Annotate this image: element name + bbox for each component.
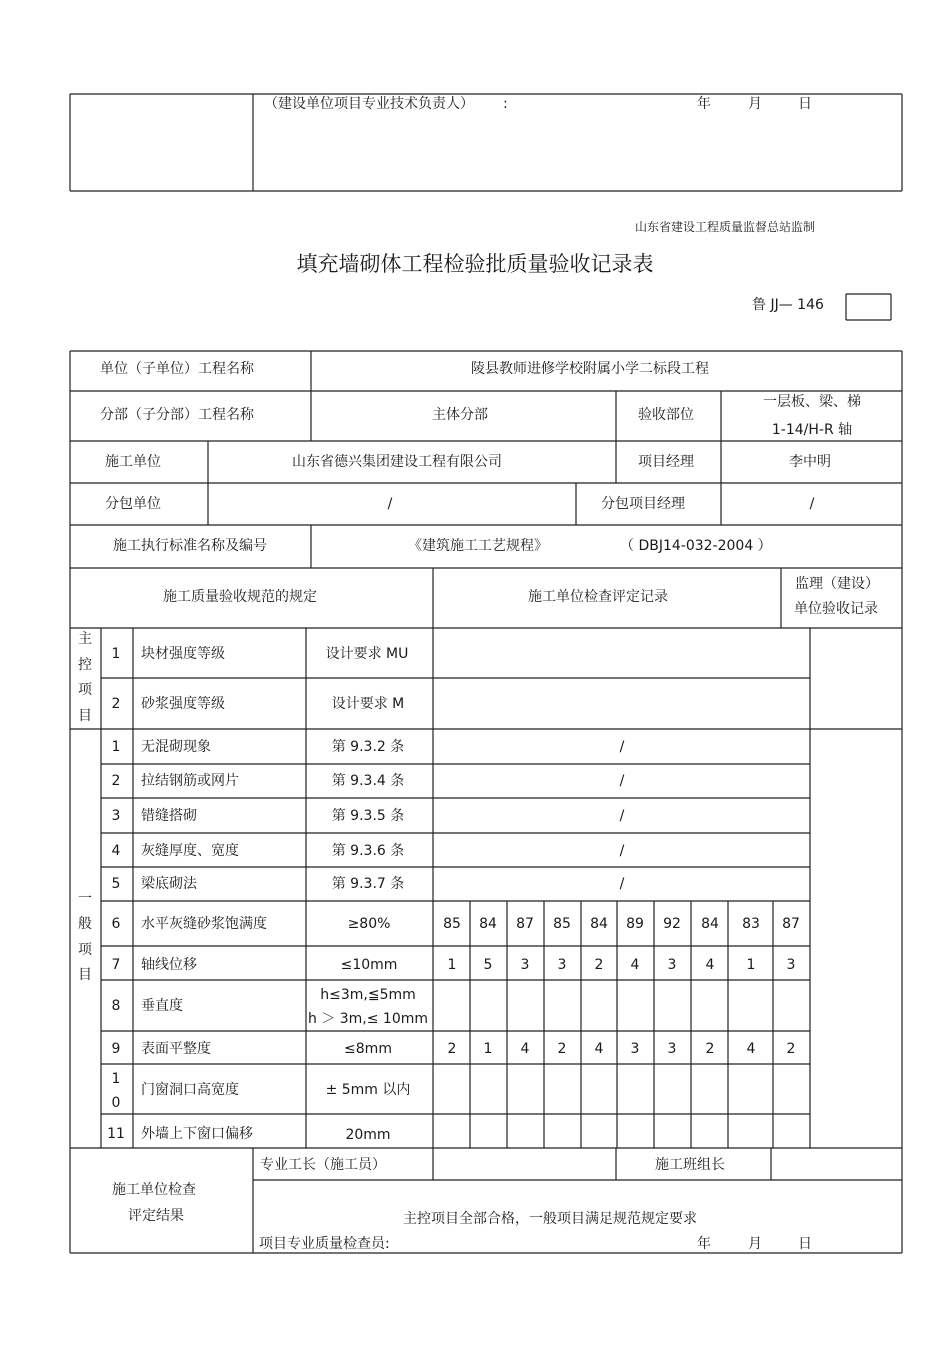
sub-pm-value: / [809, 496, 815, 512]
standard-code: （ DBJ14-032-2004 ） [620, 538, 772, 554]
measured-value: 84 [590, 916, 608, 932]
inspector-label: 项目专业质量检查员: [259, 1236, 390, 1252]
measured-value: 3 [667, 957, 677, 973]
item-result: / [619, 843, 625, 859]
item-no: 7 [111, 957, 121, 973]
footer-day-label: 日 [798, 1236, 812, 1252]
signer-colon: : [503, 96, 508, 112]
contractor-label: 施工单位 [105, 454, 161, 470]
sub-pm-label: 分包项目经理 [601, 496, 685, 512]
item-name: 灰缝厚度、宽度 [141, 843, 239, 859]
measured-value: 83 [742, 916, 760, 932]
measured-value: 1 [483, 1041, 493, 1057]
item-name: 拉结钢筋或网片 [141, 773, 239, 789]
item-name: 块材强度等级 [141, 646, 225, 662]
measured-value: 85 [553, 916, 571, 932]
item-name: 水平灰缝砂浆饱满度 [141, 916, 267, 932]
item-requirement: 第 9.3.4 条 [331, 773, 405, 789]
item-no: 5 [111, 876, 121, 892]
item-requirement-line1: h≤3m,≦5mm [320, 987, 416, 1003]
item-requirement-line2: h ＞ 3m,≤ 10mm [307, 1011, 429, 1027]
top-year-label: 年 [697, 96, 711, 112]
eval-label-line2: 评定结果 [128, 1208, 184, 1224]
item-name: 砂浆强度等级 [141, 696, 225, 712]
item-name: 垂直度 [141, 998, 183, 1014]
item-requirement: 设计要求 MU [325, 646, 409, 662]
item-name: 梁底砌法 [141, 876, 197, 892]
measured-value: 84 [479, 916, 497, 932]
supervisor-header-line1: 监理（建设） [795, 576, 879, 592]
measured-value: 3 [557, 957, 567, 973]
item-no-line1: 1 [111, 1071, 121, 1087]
measured-value: 4 [705, 957, 715, 973]
item-requirement: 第 9.3.2 条 [331, 739, 405, 755]
location-line2: 1-14/H-R 轴 [771, 422, 853, 438]
item-requirement: 第 9.3.6 条 [331, 843, 405, 859]
project-name-label: 单位（子单位）工程名称 [100, 361, 254, 377]
main-group-char: 控 [78, 657, 92, 673]
item-no: 4 [111, 843, 121, 859]
main-group-char: 项 [78, 682, 92, 698]
division-value: 主体分部 [432, 407, 488, 423]
item-no: 1 [111, 739, 121, 755]
general-group-char: 目 [78, 967, 92, 983]
item-name: 外墙上下窗口偏移 [141, 1126, 253, 1142]
item-requirement: ≤8mm [344, 1041, 392, 1057]
measured-value: 89 [626, 916, 644, 932]
general-group-char: 般 [78, 916, 92, 932]
location-line1: 一层板、梁、梯 [763, 394, 861, 410]
item-requirement: 第 9.3.5 条 [331, 808, 405, 824]
item-result: / [619, 739, 625, 755]
contractor-value: 山东省德兴集团建设工程有限公司 [292, 454, 502, 470]
item-requirement: 设计要求 M [331, 696, 405, 712]
issuer-text: 山东省建设工程质量监督总站监制 [635, 220, 816, 234]
item-requirement: 20mm [345, 1127, 391, 1143]
item-result: / [619, 773, 625, 789]
item-no-line2: 0 [111, 1095, 121, 1111]
measured-value: 2 [786, 1041, 796, 1057]
item-name: 错缝搭砌 [141, 808, 197, 824]
location-label: 验收部位 [638, 407, 694, 423]
item-requirement: ≤10mm [340, 957, 398, 973]
top-day-label: 日 [798, 96, 812, 112]
item-name: 门窗洞口高宽度 [141, 1082, 239, 1098]
measured-value: 2 [594, 957, 604, 973]
top-month-label: 月 [748, 96, 762, 112]
measured-value: 3 [667, 1041, 677, 1057]
footer-month-label: 月 [748, 1236, 762, 1252]
item-requirement: ± 5mm 以内 [325, 1082, 411, 1098]
division-label: 分部（子分部）工程名称 [100, 407, 254, 423]
item-no: 9 [111, 1041, 121, 1057]
measured-value: 4 [630, 957, 640, 973]
eval-label-line1: 施工单位检查 [112, 1182, 196, 1198]
foreman-label: 专业工长（施工员） [260, 1157, 386, 1173]
page-title: 填充墙砌体工程检验批质量验收记录表 [296, 252, 654, 276]
item-no: 2 [111, 696, 121, 712]
measured-value: 2 [705, 1041, 715, 1057]
standard-name: 《建筑施工工艺规程》 [408, 538, 548, 554]
item-requirement: ≥80% [347, 916, 391, 932]
measured-value: 3 [630, 1041, 640, 1057]
measured-value: 4 [746, 1041, 756, 1057]
item-no: 3 [111, 808, 121, 824]
signer-label: （建设单位项目专业技术负责人） [264, 96, 474, 112]
item-name: 表面平整度 [141, 1041, 211, 1057]
measured-value: 4 [520, 1041, 530, 1057]
general-group-char: 一 [78, 891, 92, 907]
sub-label: 分包单位 [105, 496, 161, 512]
measured-value: 87 [782, 916, 800, 932]
check-record-header: 施工单位检查评定记录 [528, 589, 668, 605]
standard-label: 施工执行标准名称及编号 [113, 538, 267, 554]
item-no: 2 [111, 773, 121, 789]
footer-year-label: 年 [697, 1236, 711, 1252]
item-result: / [619, 808, 625, 824]
measured-value: 2 [447, 1041, 457, 1057]
item-name: 轴线位移 [141, 957, 197, 973]
item-result: / [619, 876, 625, 892]
supervisor-header-line2: 单位验收记录 [794, 601, 878, 617]
pm-label: 项目经理 [638, 454, 694, 470]
pm-value: 李中明 [789, 454, 831, 470]
measured-value: 92 [663, 916, 681, 932]
project-name: 陵县教师进修学校附属小学二标段工程 [471, 361, 709, 377]
item-no: 6 [111, 916, 121, 932]
main-group-char: 主 [78, 631, 92, 647]
team-leader-label: 施工班组长 [655, 1157, 725, 1173]
measured-value: 5 [483, 957, 493, 973]
measured-value: 2 [557, 1041, 567, 1057]
measured-value: 84 [701, 916, 719, 932]
measured-value: 87 [516, 916, 534, 932]
form-code: 鲁 JJ— 146 [752, 297, 824, 313]
measured-value: 4 [594, 1041, 604, 1057]
measured-value: 1 [746, 957, 756, 973]
sub-value: / [387, 496, 393, 512]
item-name: 无混砌现象 [141, 739, 211, 755]
item-no: 1 [111, 646, 121, 662]
measured-value: 1 [447, 957, 457, 973]
main-group-char: 目 [78, 708, 92, 724]
measured-value: 3 [520, 957, 530, 973]
item-no: 11 [107, 1126, 125, 1142]
measured-value: 85 [443, 916, 461, 932]
item-requirement: 第 9.3.7 条 [331, 876, 405, 892]
evaluation-conclusion: 主控项目全部合格，一般项目满足规范规定要求 [403, 1211, 697, 1227]
item-no: 8 [111, 998, 121, 1014]
general-group-char: 项 [78, 942, 92, 958]
measured-value: 3 [786, 957, 796, 973]
spec-header: 施工质量验收规范的规定 [163, 589, 317, 605]
